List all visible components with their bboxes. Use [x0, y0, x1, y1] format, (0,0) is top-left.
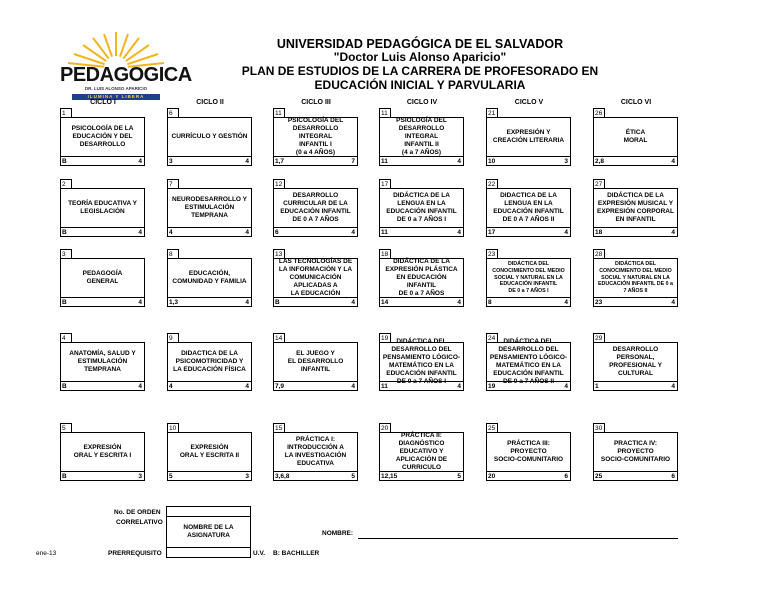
course-uv: 4 — [457, 299, 461, 306]
course-footer — [593, 227, 678, 237]
course-order-number: 7 — [167, 179, 179, 189]
course-cell — [379, 423, 464, 481]
course-cell — [60, 249, 145, 307]
course-footer — [379, 471, 464, 481]
course-footer — [273, 381, 358, 391]
course-order-number: 1 — [60, 108, 72, 118]
course-uv: 4 — [671, 383, 675, 390]
course-order-number: 14 — [273, 333, 285, 343]
course-uv: 4 — [351, 229, 355, 236]
plan-title-line1: PLAN DE ESTUDIOS DE LA CARRERA DE PROFESORADO EN — [241, 64, 599, 78]
course-cell — [273, 333, 358, 391]
name-signature-line — [358, 538, 678, 539]
course-name: PEDAGOGÍA GENERAL — [60, 258, 145, 298]
course-uv: 4 — [671, 158, 675, 165]
course-cell — [379, 333, 464, 391]
course-prerequisite: 17 — [488, 229, 496, 236]
course-uv: 4 — [671, 229, 675, 236]
course-cell — [486, 249, 571, 307]
course-prerequisite: 1 — [595, 383, 599, 390]
course-uv: 5 — [351, 473, 355, 480]
course-prerequisite: 23 — [595, 299, 603, 306]
course-footer — [60, 156, 145, 166]
course-order-number: 2 — [60, 179, 72, 189]
course-cell — [593, 108, 678, 166]
plan-title-line2: EDUCACIÓN INICIAL Y PARVULARIA — [314, 78, 526, 92]
course-order-number: 26 — [593, 108, 605, 118]
course-order-number: 8 — [167, 249, 179, 259]
course-uv: 4 — [457, 229, 461, 236]
course-cell — [273, 179, 358, 237]
cycle-header: CICLO VI — [620, 99, 652, 106]
name-label: NOMBRE: — [322, 530, 354, 537]
course-order-number: 3 — [60, 249, 72, 259]
course-uv: 6 — [564, 473, 568, 480]
course-prerequisite: 5 — [169, 473, 173, 480]
course-order-number: 4 — [60, 333, 72, 343]
course-uv: 3 — [138, 473, 142, 480]
course-footer — [486, 156, 571, 166]
legend-uv-label: U.V. — [253, 550, 266, 557]
course-prerequisite: 4 — [169, 383, 173, 390]
course-footer — [273, 227, 358, 237]
course-uv: 4 — [564, 229, 568, 236]
course-cell — [379, 249, 464, 307]
course-cell — [273, 108, 358, 166]
course-order-number: 21 — [486, 108, 498, 118]
course-prerequisite: 3 — [169, 158, 173, 165]
course-cell — [593, 249, 678, 307]
course-uv: 4 — [351, 299, 355, 306]
course-cell — [273, 249, 358, 307]
course-name: DIDÁCTICA DE LA EXPRESIÓN PLÁSTICA EN EDUCACIÓN INFANTIL DE 0 a 7 AÑOS — [379, 258, 464, 298]
course-order-number: 20 — [379, 423, 391, 433]
course-cell — [60, 333, 145, 391]
course-prerequisite: 11 — [381, 383, 388, 390]
course-order-number: 18 — [379, 249, 391, 259]
course-cell — [486, 179, 571, 237]
course-footer — [486, 471, 571, 481]
document-date: ene-13 — [36, 550, 57, 557]
course-name: PRÁCTICA III: PROYECTO SOCIO-COMUNITARIO — [486, 432, 571, 472]
course-footer — [60, 471, 145, 481]
course-prerequisite: 11 — [381, 158, 388, 165]
course-footer — [167, 381, 252, 391]
course-name: DIDÁCTICA DEL CONOCIMIENTO DEL MEDIO SOCIAL Y NATURAL EN LA EDUCACIÓN INFANTIL DE 0 a 7 AÑOS II — [593, 258, 678, 298]
course-order-number: 28 — [593, 249, 605, 259]
course-prerequisite: 19 — [488, 383, 496, 390]
course-name: TEORÍA EDUCATIVA Y LEGISLACIÓN — [60, 188, 145, 228]
course-order-number: 23 — [486, 249, 498, 259]
logo-subtitle: DR. LUIS ALONSO APARICIO — [84, 86, 148, 91]
course-order-number: 22 — [486, 179, 498, 189]
course-footer — [273, 297, 358, 307]
course-uv: 4 — [457, 383, 461, 390]
course-cell — [60, 108, 145, 166]
course-cell — [486, 333, 571, 391]
cycle-header: CICLO III — [301, 99, 331, 106]
course-footer — [273, 156, 358, 166]
course-uv: 4 — [245, 383, 249, 390]
course-order-number: 29 — [593, 333, 605, 343]
course-name: DIDÁCTICA DE LA LENGUA EN LA EDUCACIÓN INFANTIL DE 0 a 7 AÑOS I — [379, 188, 464, 228]
course-uv: 4 — [564, 299, 568, 306]
course-cell — [486, 423, 571, 481]
course-cell — [167, 179, 252, 237]
course-cell — [167, 423, 252, 481]
course-order-number: 25 — [486, 423, 498, 433]
course-prerequisite: 25 — [595, 473, 603, 480]
course-name: EDUCACIÓN, COMUNIDAD Y FAMILIA — [167, 258, 252, 298]
course-cell — [379, 108, 464, 166]
course-order-number: 9 — [167, 333, 179, 343]
course-footer — [379, 381, 464, 391]
logo-band: ILUMINA Y LIBERA — [72, 94, 160, 100]
course-footer — [379, 156, 464, 166]
course-name: DIDÁCTICA DEL DESARROLLO DEL PENSAMIENTO LÓGICO- MATEMÁTICO EN LA EDUCACIÓN INFANTIL DE 0 a 7 AÑOS I — [379, 342, 464, 382]
university-namesake: "Doctor Luis Alonso Aparicio" — [333, 50, 507, 64]
course-order-number: 6 — [167, 108, 179, 118]
course-prerequisite: B — [62, 383, 67, 390]
course-uv: 4 — [138, 229, 142, 236]
course-order-number: 24 — [486, 333, 498, 343]
course-prerequisite: B — [275, 299, 280, 306]
course-uv: 5 — [457, 473, 461, 480]
course-name: DIDÁCTICA DEL CONOCIMIENTO DEL MEDIO SOCIAL Y NATURAL EN LA EDUCACIÓN INFANTIL DE 0 a 7 AÑOS I — [486, 258, 571, 298]
course-order-number: 12 — [273, 179, 285, 189]
course-footer — [486, 227, 571, 237]
course-prerequisite: 8 — [488, 299, 492, 306]
course-prerequisite: 1,7 — [275, 158, 285, 165]
course-name: DIDACTICA DE LA LENGUA EN LA EDUCACIÓN INFANTIL DE 0 A 7 AÑOS II — [486, 188, 571, 228]
course-footer — [60, 297, 145, 307]
course-footer — [486, 297, 571, 307]
course-name: EL JUEGO Y EL DESARROLLO INFANTIL — [273, 342, 358, 382]
course-order-number: 17 — [379, 179, 391, 189]
course-footer — [167, 227, 252, 237]
course-name: CURRÍCULO Y GESTIÓN — [167, 117, 252, 157]
course-footer — [486, 381, 571, 391]
course-prerequisite: B — [62, 473, 67, 480]
course-prerequisite: 18 — [595, 229, 603, 236]
course-cell — [167, 108, 252, 166]
course-order-number: 10 — [167, 423, 179, 433]
course-uv: 7 — [351, 158, 355, 165]
course-uv: 4 — [138, 299, 142, 306]
course-prerequisite: B — [62, 299, 67, 306]
cycle-header: CICLO I — [90, 99, 116, 106]
course-cell — [167, 333, 252, 391]
course-name: DIDACTICA DE LA PSICOMOTRICIDAD Y LA EDUCACIÓN FÍSICA — [167, 342, 252, 382]
course-footer — [593, 297, 678, 307]
document-header — [230, 38, 610, 92]
course-prerequisite: B — [62, 229, 67, 236]
course-uv: 4 — [245, 229, 249, 236]
course-name: DIDÁCTICA DE LA EXPRESIÓN MUSICAL Y EXPRESIÓN CORPORAL EN INFANTIL — [593, 188, 678, 228]
course-name: EXPRESIÓN ORAL Y ESCRITA II — [167, 432, 252, 472]
course-prerequisite: 12,15 — [381, 473, 398, 480]
course-name: EXPRESIÓN Y CREACIÓN LITERARIA — [486, 117, 571, 157]
course-name: DESARROLLO CURRICULAR DE LA EDUCACIÓN INFANTIL DE 0 A 7 AÑOS — [273, 188, 358, 228]
course-name: DIDÁCTICA DEL DESARROLLO DEL PENSAMIENTO LÓGICO- MATEMÁTICO EN LA EDUCACIÓN INFANTIL DE 0 a 7 AÑOS II — [486, 342, 571, 382]
course-prerequisite: 11 — [381, 229, 388, 236]
legend-prereq-box — [166, 547, 251, 558]
course-name: PRACTICA IV: PROYECTO SOCIO-COMUNITARIO — [593, 432, 678, 472]
course-uv: 4 — [671, 299, 675, 306]
course-uv: 4 — [245, 299, 249, 306]
course-name: NEURODESARROLLO Y ESTIMULACIÓN TEMPRANA — [167, 188, 252, 228]
legend-correlative-label: CORRELATIVO — [116, 519, 163, 526]
course-footer — [593, 381, 678, 391]
course-uv: 4 — [457, 158, 461, 165]
course-name: PSICOLOGÍA DE LA EDUCACIÓN Y DEL DESARROLLO — [60, 117, 145, 157]
course-footer — [167, 471, 252, 481]
course-uv: 3 — [245, 473, 249, 480]
course-prerequisite: 3,6,8 — [275, 473, 290, 480]
course-name: LAS TECNOLOGÍAS DE LA INFORMACIÓN Y LA COMUNICACIÓN APLICADAS A LA EDUCACIÓN — [273, 258, 358, 298]
course-footer — [593, 156, 678, 166]
course-order-number: 30 — [593, 423, 605, 433]
course-footer — [593, 471, 678, 481]
course-cell — [60, 179, 145, 237]
course-name: PSIOLOGÍA DEL DESARROLLO INTEGRAL INFANTIL II (4 a 7 AÑOS) — [379, 117, 464, 157]
course-footer — [167, 156, 252, 166]
course-cell — [167, 249, 252, 307]
course-prerequisite: 1,3 — [169, 299, 179, 306]
course-order-number: 13 — [273, 249, 285, 259]
course-uv: 4 — [138, 158, 142, 165]
course-prerequisite: 20 — [488, 473, 496, 480]
course-name: PRÁCTICA II: DIAGNÓSTICO EDUCATIVO Y APLICACIÓN DE CURRICULO — [379, 432, 464, 472]
course-uv: 4 — [564, 383, 568, 390]
sunburst-icon — [60, 28, 172, 68]
course-order-number: 19 — [379, 333, 391, 343]
logo-wordmark: PEDAGOGICA — [60, 64, 192, 86]
course-prerequisite: 7,9 — [275, 383, 285, 390]
legend-subject-box: NOMBRE DE LA ASIGNATURA — [166, 516, 251, 548]
course-cell — [593, 423, 678, 481]
course-footer — [379, 227, 464, 237]
course-cell — [273, 423, 358, 481]
course-prerequisite: 10 — [488, 158, 496, 165]
course-prerequisite: 14 — [381, 299, 389, 306]
course-name: ANATOMÍA, SALUD Y ESTIMULACIÓN TEMPRANA — [60, 342, 145, 382]
course-footer — [379, 297, 464, 307]
course-order-number: 11 — [273, 108, 285, 118]
course-name: DESARROLLO PERSONAL, PROFESIONAL Y CULTURAL — [593, 342, 678, 382]
legend-prereq-label: PRERREQUISITO — [108, 550, 162, 557]
course-uv: 6 — [671, 473, 675, 480]
course-name: PRÁCTICA I: INTRODUCCIÓN A LA INVESTIGACIÓN EDUCATIVA — [273, 432, 358, 472]
course-order-number: 11 — [379, 108, 391, 118]
course-name: ÉTICA MORAL — [593, 117, 678, 157]
course-name: PSICOLOGÍA DEL DESARROLLO INTEGRAL INFANTIL I (0 a 4 AÑOS) — [273, 117, 358, 157]
course-footer — [60, 227, 145, 237]
university-name: UNIVERSIDAD PEDAGÓGICA DE EL SALVADOR — [276, 37, 564, 51]
course-uv: 3 — [564, 158, 568, 165]
cycle-header: CICLO II — [196, 99, 224, 106]
legend-order-label: No. DE ORDEN — [114, 509, 161, 516]
course-prerequisite: 2,8 — [595, 158, 605, 165]
course-cell — [593, 179, 678, 237]
cycle-header: CICLO V — [514, 99, 544, 106]
course-cell — [379, 179, 464, 237]
course-uv: 4 — [351, 383, 355, 390]
course-order-number: 15 — [273, 423, 285, 433]
course-footer — [60, 381, 145, 391]
course-prerequisite: 6 — [275, 229, 279, 236]
course-order-number: 27 — [593, 179, 605, 189]
legend-bachiller-note: B: BACHILLER — [273, 550, 320, 557]
course-cell — [486, 108, 571, 166]
course-cell — [593, 333, 678, 391]
course-order-number: 5 — [60, 423, 72, 433]
course-uv: 4 — [138, 383, 142, 390]
course-prerequisite: B — [62, 158, 67, 165]
course-cell — [60, 423, 145, 481]
university-logo — [60, 28, 192, 102]
course-uv: 4 — [245, 158, 249, 165]
course-name: EXPRESIÓN ORAL Y ESCRITA I — [60, 432, 145, 472]
course-footer — [273, 471, 358, 481]
course-footer — [167, 297, 252, 307]
cycle-header: CICLO IV — [406, 99, 438, 106]
course-prerequisite: 4 — [169, 229, 173, 236]
